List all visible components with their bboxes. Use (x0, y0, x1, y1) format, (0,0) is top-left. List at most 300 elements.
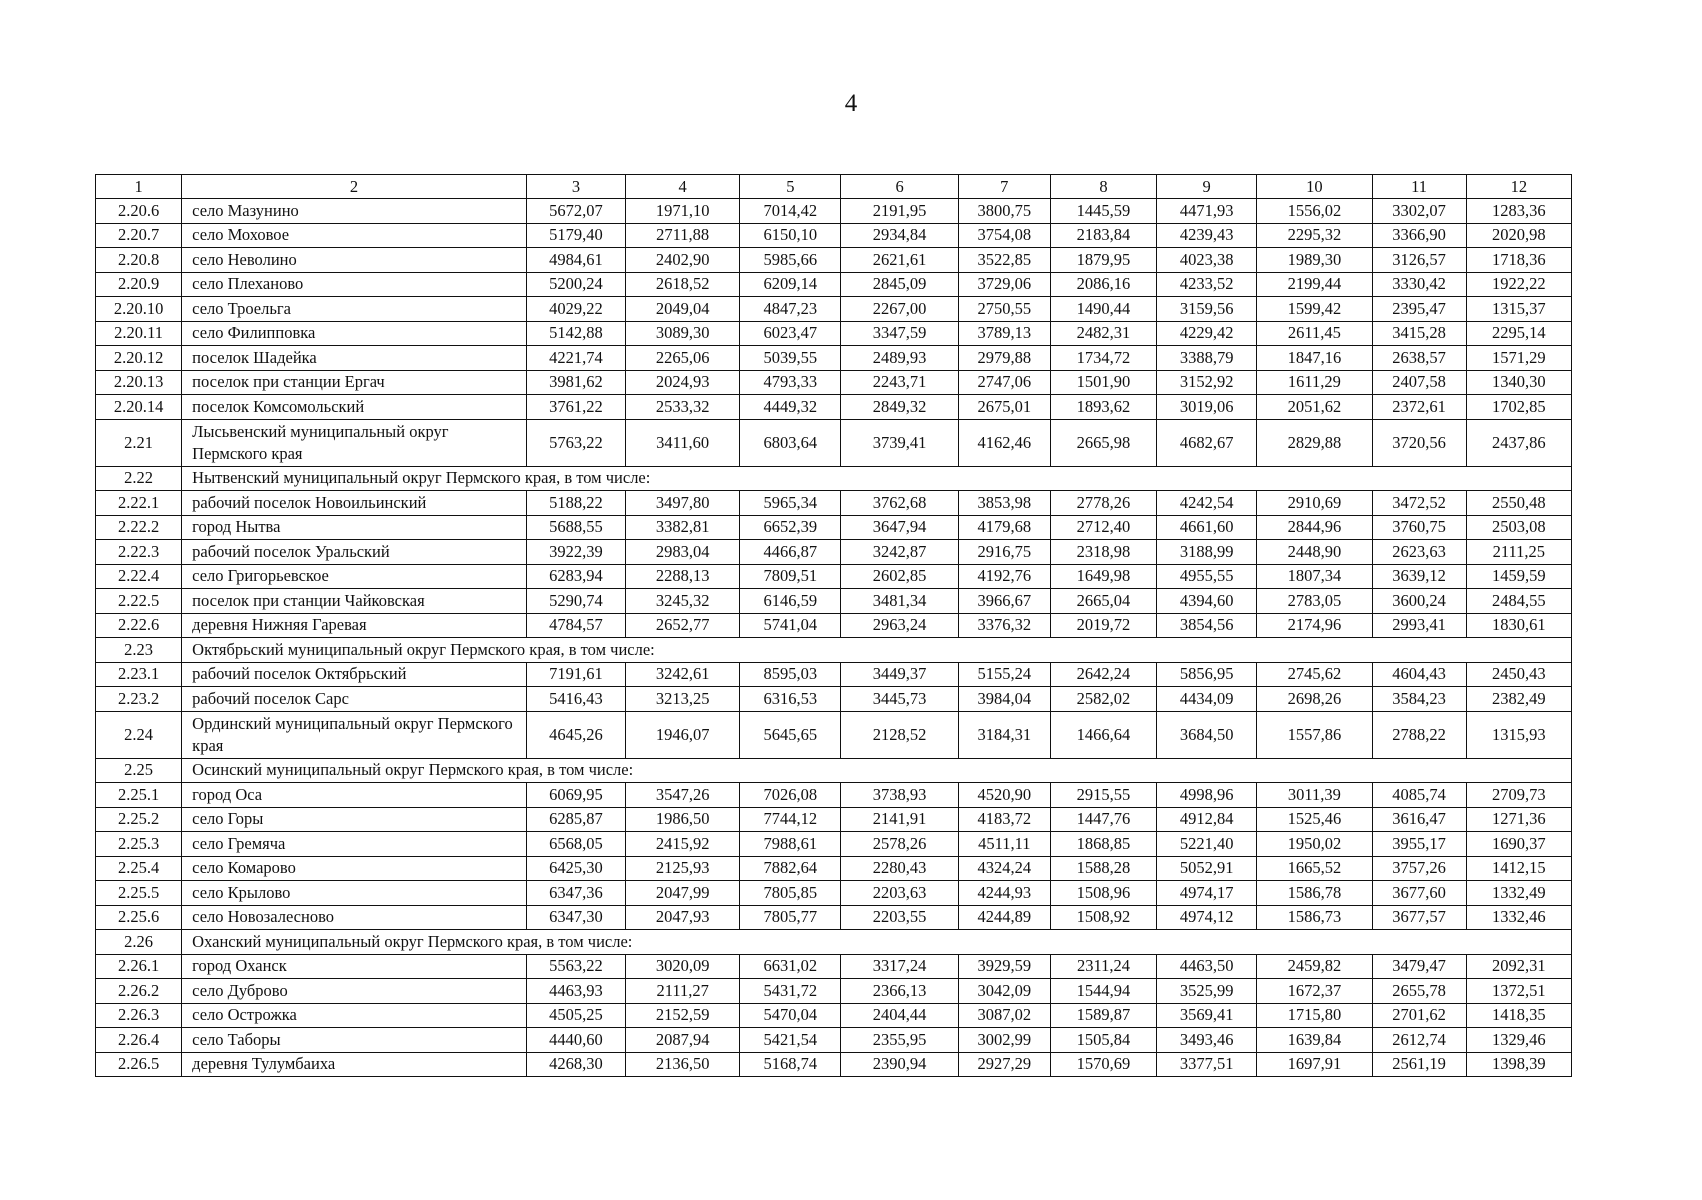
value-cell: 2602,85 (841, 564, 958, 589)
value-cell: 3493,46 (1157, 1028, 1257, 1053)
settlement-name: рабочий поселок Октябрьский (182, 662, 527, 687)
value-cell: 3762,68 (841, 491, 958, 516)
value-cell: 3760,75 (1372, 515, 1466, 540)
table-row (96, 564, 1572, 589)
row-number: 2.25.3 (96, 832, 182, 857)
column-header: 4 (626, 175, 740, 199)
value-cell: 4394,60 (1157, 589, 1257, 614)
value-cell: 3388,79 (1157, 346, 1257, 371)
value-cell: 2712,40 (1050, 515, 1156, 540)
value-cell: 3188,99 (1157, 540, 1257, 565)
value-cell: 5416,43 (526, 687, 625, 712)
table-row (96, 491, 1572, 516)
value-cell: 4434,09 (1157, 687, 1257, 712)
value-cell: 3411,60 (626, 419, 740, 466)
value-cell: 1639,84 (1257, 1028, 1372, 1053)
value-cell: 3966,67 (958, 589, 1050, 614)
value-cell: 4974,17 (1157, 881, 1257, 906)
table-row (96, 979, 1572, 1004)
value-cell: 2745,62 (1257, 662, 1372, 687)
value-cell: 6146,59 (740, 589, 841, 614)
value-cell: 1665,52 (1257, 856, 1372, 881)
value-cell: 2049,04 (626, 297, 740, 322)
value-cell: 1445,59 (1050, 199, 1156, 224)
value-cell: 6285,87 (526, 807, 625, 832)
table-row (96, 395, 1572, 420)
value-cell: 3800,75 (958, 199, 1050, 224)
value-cell: 6316,53 (740, 687, 841, 712)
row-number: 2.20.11 (96, 321, 182, 346)
value-cell: 2582,02 (1050, 687, 1156, 712)
value-cell: 4229,42 (1157, 321, 1257, 346)
settlement-name: рабочий поселок Уральский (182, 540, 527, 565)
value-cell: 1847,16 (1257, 346, 1372, 371)
value-cell: 5179,40 (526, 223, 625, 248)
value-cell: 1893,62 (1050, 395, 1156, 420)
value-cell: 4793,33 (740, 370, 841, 395)
value-cell: 1271,36 (1466, 807, 1571, 832)
value-cell: 2621,61 (841, 248, 958, 273)
value-cell: 2750,55 (958, 297, 1050, 322)
value-cell: 2019,72 (1050, 613, 1156, 638)
settlement-name: село Плеханово (182, 272, 527, 297)
value-cell: 6347,30 (526, 905, 625, 930)
group-row (96, 466, 1572, 491)
value-cell: 4912,84 (1157, 807, 1257, 832)
value-cell: 6631,02 (740, 954, 841, 979)
value-cell: 1508,92 (1050, 905, 1156, 930)
value-cell: 2024,93 (626, 370, 740, 395)
value-cell: 3754,08 (958, 223, 1050, 248)
row-number: 2.22.4 (96, 564, 182, 589)
table-row (96, 711, 1572, 758)
value-cell: 5741,04 (740, 613, 841, 638)
value-cell: 3126,57 (1372, 248, 1466, 273)
value-cell: 1672,37 (1257, 979, 1372, 1004)
row-number: 2.20.7 (96, 223, 182, 248)
row-number: 2.25.6 (96, 905, 182, 930)
value-cell: 1586,78 (1257, 881, 1372, 906)
value-cell: 3377,51 (1157, 1052, 1257, 1077)
table-row (96, 248, 1572, 273)
value-cell: 1986,50 (626, 807, 740, 832)
value-cell: 7014,42 (740, 199, 841, 224)
value-cell: 2111,25 (1466, 540, 1571, 565)
value-cell: 1868,85 (1050, 832, 1156, 857)
value-cell: 4847,23 (740, 297, 841, 322)
column-header: 1 (96, 175, 182, 199)
value-cell: 4520,90 (958, 783, 1050, 808)
table-row (96, 370, 1572, 395)
value-cell: 2437,86 (1466, 419, 1571, 466)
row-number: 2.20.9 (96, 272, 182, 297)
value-cell: 3569,41 (1157, 1003, 1257, 1028)
value-cell: 1556,02 (1257, 199, 1372, 224)
value-cell: 2265,06 (626, 346, 740, 371)
value-cell: 2415,92 (626, 832, 740, 857)
value-cell: 2402,90 (626, 248, 740, 273)
value-cell: 3472,52 (1372, 491, 1466, 516)
value-cell: 2550,48 (1466, 491, 1571, 516)
settlement-name: село Таборы (182, 1028, 527, 1053)
value-cell: 2280,43 (841, 856, 958, 881)
group-title: Осинский муниципальный округ Пермского края, в том числе: (182, 758, 1572, 783)
row-number: 2.26.4 (96, 1028, 182, 1053)
value-cell: 5672,07 (526, 199, 625, 224)
value-cell: 7805,77 (740, 905, 841, 930)
value-cell: 3738,93 (841, 783, 958, 808)
column-header: 2 (182, 175, 527, 199)
value-cell: 3245,32 (626, 589, 740, 614)
value-cell: 2845,09 (841, 272, 958, 297)
value-cell: 3087,02 (958, 1003, 1050, 1028)
table-row (96, 613, 1572, 638)
value-cell: 1398,39 (1466, 1052, 1571, 1077)
value-cell: 2711,88 (626, 223, 740, 248)
value-cell: 4162,46 (958, 419, 1050, 466)
value-cell: 6023,47 (740, 321, 841, 346)
value-cell: 2448,90 (1257, 540, 1372, 565)
row-number: 2.26.3 (96, 1003, 182, 1028)
value-cell: 2983,04 (626, 540, 740, 565)
settlement-name: село Григорьевское (182, 564, 527, 589)
value-cell: 3981,62 (526, 370, 625, 395)
table-row (96, 1052, 1572, 1077)
value-cell: 5039,55 (740, 346, 841, 371)
value-cell: 4324,24 (958, 856, 1050, 881)
value-cell: 2482,31 (1050, 321, 1156, 346)
settlement-name: поселок Комсомольский (182, 395, 527, 420)
value-cell: 3677,57 (1372, 905, 1466, 930)
value-cell: 2675,01 (958, 395, 1050, 420)
value-cell: 2698,26 (1257, 687, 1372, 712)
settlement-name: село Острожка (182, 1003, 527, 1028)
value-cell: 2963,24 (841, 613, 958, 638)
value-cell: 2087,94 (626, 1028, 740, 1053)
value-cell: 1332,49 (1466, 881, 1571, 906)
table-row (96, 856, 1572, 881)
value-cell: 4233,52 (1157, 272, 1257, 297)
value-cell: 4449,32 (740, 395, 841, 420)
value-cell: 2086,16 (1050, 272, 1156, 297)
group-row (96, 758, 1572, 783)
value-cell: 4998,96 (1157, 783, 1257, 808)
table-row (96, 515, 1572, 540)
value-cell: 4183,72 (958, 807, 1050, 832)
row-number: 2.20.10 (96, 297, 182, 322)
value-cell: 2125,93 (626, 856, 740, 881)
row-number: 2.20.6 (96, 199, 182, 224)
value-cell: 2152,59 (626, 1003, 740, 1028)
value-cell: 3757,26 (1372, 856, 1466, 881)
value-cell: 4463,93 (526, 979, 625, 1004)
table-row (96, 589, 1572, 614)
column-header: 9 (1157, 175, 1257, 199)
value-cell: 5290,74 (526, 589, 625, 614)
value-cell: 3922,39 (526, 540, 625, 565)
value-cell: 2642,24 (1050, 662, 1156, 687)
settlement-name: село Моховое (182, 223, 527, 248)
value-cell: 4471,93 (1157, 199, 1257, 224)
value-cell: 3729,06 (958, 272, 1050, 297)
tariff-table (95, 174, 1572, 1077)
value-cell: 2993,41 (1372, 613, 1466, 638)
value-cell: 2655,78 (1372, 979, 1466, 1004)
value-cell: 1830,61 (1466, 613, 1571, 638)
value-cell: 2849,32 (841, 395, 958, 420)
value-cell: 1690,37 (1466, 832, 1571, 857)
group-title: Нытвенский муниципальный округ Пермского края, в том числе: (182, 466, 1572, 491)
value-cell: 2174,96 (1257, 613, 1372, 638)
value-cell: 5763,22 (526, 419, 625, 466)
table-row (96, 297, 1572, 322)
table-row (96, 540, 1572, 565)
value-cell: 1588,28 (1050, 856, 1156, 881)
value-cell: 4463,50 (1157, 954, 1257, 979)
value-cell: 3415,28 (1372, 321, 1466, 346)
settlement-name: село Гремяча (182, 832, 527, 857)
row-number: 2.26.1 (96, 954, 182, 979)
value-cell: 2934,84 (841, 223, 958, 248)
value-cell: 2450,43 (1466, 662, 1571, 687)
value-cell: 2484,55 (1466, 589, 1571, 614)
column-header: 12 (1466, 175, 1571, 199)
value-cell: 7026,08 (740, 783, 841, 808)
settlement-name: деревня Нижняя Гаревая (182, 613, 527, 638)
table-row (96, 807, 1572, 832)
value-cell: 5142,88 (526, 321, 625, 346)
value-cell: 2199,44 (1257, 272, 1372, 297)
value-cell: 1329,46 (1466, 1028, 1571, 1053)
value-cell: 4268,30 (526, 1052, 625, 1077)
settlement-name: город Оса (182, 783, 527, 808)
row-number: 2.22.1 (96, 491, 182, 516)
value-cell: 1557,86 (1257, 711, 1372, 758)
group-title: Октябрьский муниципальный округ Пермского края, в том числе: (182, 638, 1572, 663)
value-cell: 6069,95 (526, 783, 625, 808)
column-header: 5 (740, 175, 841, 199)
settlement-name: село Мазунино (182, 199, 527, 224)
value-cell: 2623,63 (1372, 540, 1466, 565)
row-number: 2.24 (96, 711, 182, 758)
settlement-name: село Крылово (182, 881, 527, 906)
value-cell: 1332,46 (1466, 905, 1571, 930)
value-cell: 3042,09 (958, 979, 1050, 1004)
value-cell: 2295,32 (1257, 223, 1372, 248)
value-cell: 3317,24 (841, 954, 958, 979)
value-cell: 6652,39 (740, 515, 841, 540)
value-cell: 2288,13 (626, 564, 740, 589)
settlement-name: деревня Тулумбаиха (182, 1052, 527, 1077)
row-number: 2.23 (96, 638, 182, 663)
settlement-name: город Нытва (182, 515, 527, 540)
column-header: 7 (958, 175, 1050, 199)
value-cell: 4661,60 (1157, 515, 1257, 540)
value-cell: 1718,36 (1466, 248, 1571, 273)
value-cell: 5188,22 (526, 491, 625, 516)
table-row (96, 199, 1572, 224)
value-cell: 2092,31 (1466, 954, 1571, 979)
value-cell: 3184,31 (958, 711, 1050, 758)
value-cell: 3761,22 (526, 395, 625, 420)
value-cell: 2927,29 (958, 1052, 1050, 1077)
value-cell: 6209,14 (740, 272, 841, 297)
value-cell: 4511,11 (958, 832, 1050, 857)
settlement-name: поселок при станции Ергач (182, 370, 527, 395)
value-cell: 4784,57 (526, 613, 625, 638)
value-cell: 4192,76 (958, 564, 1050, 589)
row-number: 2.25 (96, 758, 182, 783)
column-header: 6 (841, 175, 958, 199)
value-cell: 2243,71 (841, 370, 958, 395)
value-cell: 2915,55 (1050, 783, 1156, 808)
value-cell: 3347,59 (841, 321, 958, 346)
value-cell: 7988,61 (740, 832, 841, 857)
value-cell: 2459,82 (1257, 954, 1372, 979)
value-cell: 3213,25 (626, 687, 740, 712)
value-cell: 4085,74 (1372, 783, 1466, 808)
settlement-name: село Троельга (182, 297, 527, 322)
row-number: 2.22.3 (96, 540, 182, 565)
value-cell: 2578,26 (841, 832, 958, 857)
value-cell: 2618,52 (626, 272, 740, 297)
value-cell: 1544,94 (1050, 979, 1156, 1004)
row-number: 2.25.5 (96, 881, 182, 906)
row-number: 2.25.1 (96, 783, 182, 808)
row-number: 2.22 (96, 466, 182, 491)
value-cell: 3853,98 (958, 491, 1050, 516)
value-cell: 2503,08 (1466, 515, 1571, 540)
value-cell: 3854,56 (1157, 613, 1257, 638)
value-cell: 2665,04 (1050, 589, 1156, 614)
value-cell: 1525,46 (1257, 807, 1372, 832)
value-cell: 3382,81 (626, 515, 740, 540)
table-row (96, 881, 1572, 906)
settlement-name: поселок при станции Чайковская (182, 589, 527, 614)
value-cell: 2783,05 (1257, 589, 1372, 614)
value-cell: 3739,41 (841, 419, 958, 466)
value-cell: 1946,07 (626, 711, 740, 758)
value-cell: 2652,77 (626, 613, 740, 638)
value-cell: 2020,98 (1466, 223, 1571, 248)
value-cell: 5856,95 (1157, 662, 1257, 687)
value-cell: 2910,69 (1257, 491, 1372, 516)
value-cell: 1418,35 (1466, 1003, 1571, 1028)
value-cell: 1571,29 (1466, 346, 1571, 371)
value-cell: 5052,91 (1157, 856, 1257, 881)
settlement-name: поселок Шадейка (182, 346, 527, 371)
row-number: 2.26.2 (96, 979, 182, 1004)
value-cell: 4239,43 (1157, 223, 1257, 248)
value-cell: 3159,56 (1157, 297, 1257, 322)
value-cell: 1340,30 (1466, 370, 1571, 395)
group-row (96, 638, 1572, 663)
column-header: 8 (1050, 175, 1156, 199)
value-cell: 4984,61 (526, 248, 625, 273)
row-number: 2.26 (96, 930, 182, 955)
value-cell: 4682,67 (1157, 419, 1257, 466)
value-cell: 2267,00 (841, 297, 958, 322)
value-cell: 5645,65 (740, 711, 841, 758)
value-cell: 2979,88 (958, 346, 1050, 371)
row-number: 2.26.5 (96, 1052, 182, 1077)
value-cell: 5168,74 (740, 1052, 841, 1077)
value-cell: 2136,50 (626, 1052, 740, 1077)
value-cell: 3616,47 (1372, 807, 1466, 832)
value-cell: 3445,73 (841, 687, 958, 712)
value-cell: 2407,58 (1372, 370, 1466, 395)
value-cell: 2701,62 (1372, 1003, 1466, 1028)
row-number: 2.22.5 (96, 589, 182, 614)
settlement-name: село Горы (182, 807, 527, 832)
row-number: 2.22.2 (96, 515, 182, 540)
value-cell: 3584,23 (1372, 687, 1466, 712)
value-cell: 2395,47 (1372, 297, 1466, 322)
value-cell: 3955,17 (1372, 832, 1466, 857)
header-row (96, 175, 1572, 199)
tariff-table-container (95, 174, 1572, 1077)
table-row (96, 832, 1572, 857)
value-cell: 2382,49 (1466, 687, 1571, 712)
value-cell: 3525,99 (1157, 979, 1257, 1004)
value-cell: 7809,51 (740, 564, 841, 589)
value-cell: 2203,55 (841, 905, 958, 930)
value-cell: 3720,56 (1372, 419, 1466, 466)
value-cell: 1501,90 (1050, 370, 1156, 395)
value-cell: 2141,91 (841, 807, 958, 832)
value-cell: 1702,85 (1466, 395, 1571, 420)
value-cell: 3302,07 (1372, 199, 1466, 224)
value-cell: 5985,66 (740, 248, 841, 273)
value-cell: 4604,43 (1372, 662, 1466, 687)
value-cell: 4023,38 (1157, 248, 1257, 273)
value-cell: 1649,98 (1050, 564, 1156, 589)
row-number: 2.25.4 (96, 856, 182, 881)
value-cell: 3639,12 (1372, 564, 1466, 589)
value-cell: 4244,93 (958, 881, 1050, 906)
value-cell: 3002,99 (958, 1028, 1050, 1053)
value-cell: 1412,15 (1466, 856, 1571, 881)
value-cell: 1599,42 (1257, 297, 1372, 322)
row-number: 2.20.12 (96, 346, 182, 371)
value-cell: 2183,84 (1050, 223, 1156, 248)
value-cell: 3242,87 (841, 540, 958, 565)
value-cell: 1459,59 (1466, 564, 1571, 589)
value-cell: 3547,26 (626, 783, 740, 808)
value-cell: 2638,57 (1372, 346, 1466, 371)
value-cell: 1505,84 (1050, 1028, 1156, 1053)
row-number: 2.25.2 (96, 807, 182, 832)
table-row (96, 1003, 1572, 1028)
table-row (96, 783, 1572, 808)
table-row (96, 687, 1572, 712)
value-cell: 1490,44 (1050, 297, 1156, 322)
value-cell: 2665,98 (1050, 419, 1156, 466)
settlement-name: село Неволино (182, 248, 527, 273)
value-cell: 5688,55 (526, 515, 625, 540)
table-row (96, 223, 1572, 248)
value-cell: 2318,98 (1050, 540, 1156, 565)
row-number: 2.20.8 (96, 248, 182, 273)
value-cell: 1715,80 (1257, 1003, 1372, 1028)
value-cell: 4242,54 (1157, 491, 1257, 516)
settlement-name: город Оханск (182, 954, 527, 979)
page-number: 4 (844, 90, 858, 117)
value-cell: 3684,50 (1157, 711, 1257, 758)
value-cell: 5965,34 (740, 491, 841, 516)
value-cell: 4466,87 (740, 540, 841, 565)
value-cell: 1372,51 (1466, 979, 1571, 1004)
